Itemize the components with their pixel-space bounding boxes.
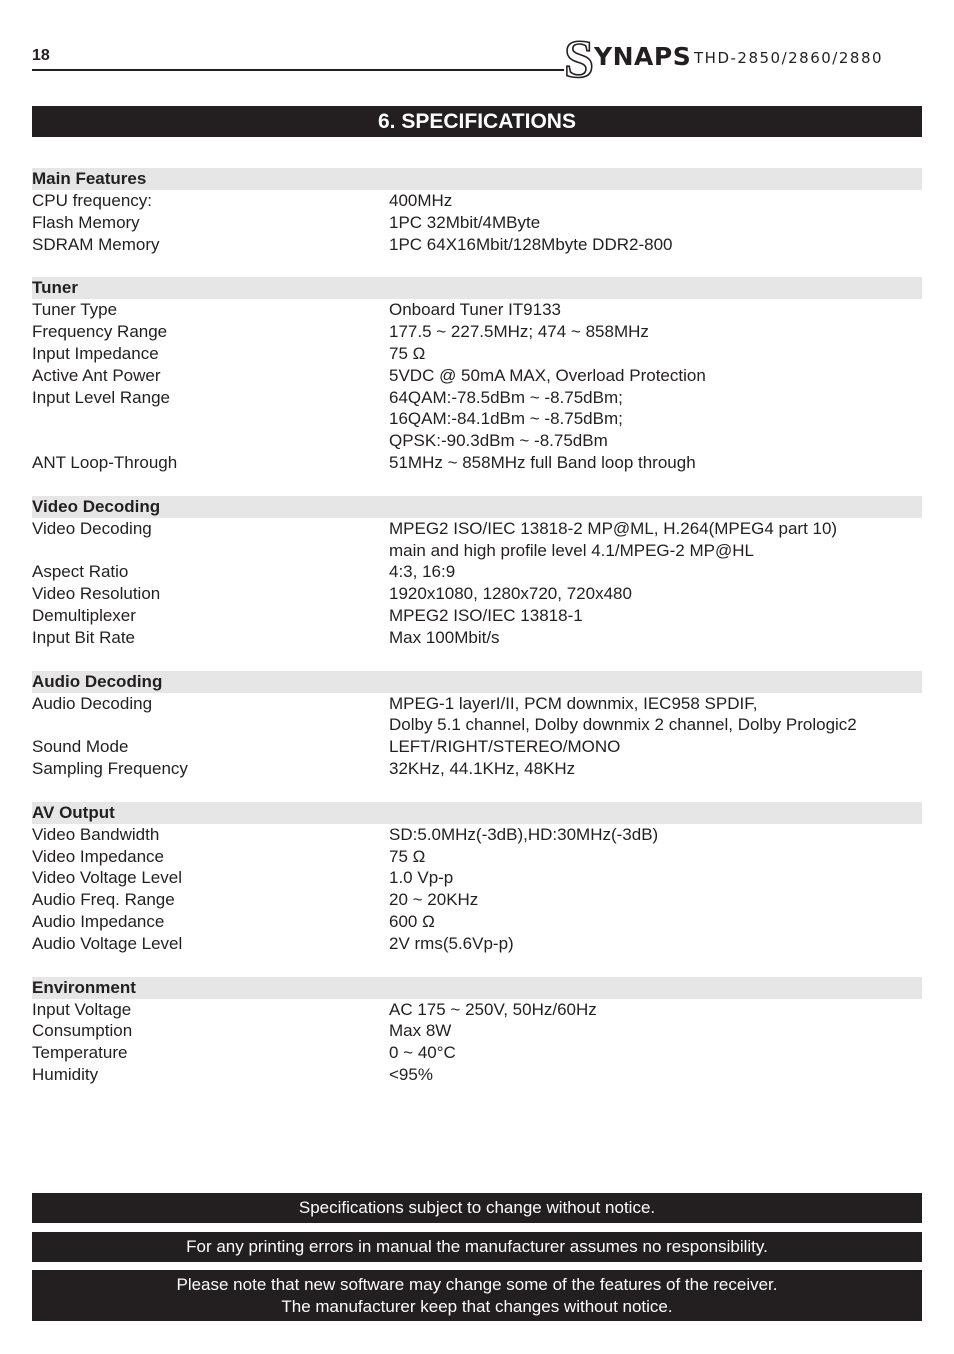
spec-row: [32, 299, 922, 321]
spec-label: Aspect Ratio: [32, 562, 129, 582]
notice-change: [32, 1193, 922, 1223]
spec-value: 4:3, 16:9: [389, 562, 456, 582]
spec-row: [32, 1042, 922, 1064]
spec-row: [32, 889, 922, 911]
notice-printing-errors-text: For any printing errors in manual the manufacturer assumes no responsibility.: [186, 1237, 768, 1256]
specifications-table: [32, 168, 922, 1108]
section-header: AV Output: [32, 802, 922, 824]
spec-row: [32, 824, 922, 846]
spec-row: [32, 758, 922, 780]
spec-row: [32, 561, 922, 583]
spec-value: SD:5.0MHz(-3dB),HD:30MHz(-3dB): [389, 824, 659, 844]
spec-row: [32, 693, 922, 737]
spec-section: [32, 671, 922, 780]
notice-software-line-1: Please note that new software may change some of the features of the receiver.: [176, 1275, 778, 1294]
notice-change-text: Specifications subject to change without notice.: [298, 1198, 656, 1217]
spec-label: CPU frequency:: [32, 191, 152, 210]
brand-logo-word: YNAPS: [594, 42, 692, 71]
spec-section: [32, 496, 922, 649]
spec-row: [32, 190, 922, 212]
spec-row: [32, 518, 922, 562]
spec-value: 0 ~ 40°C: [389, 1043, 456, 1063]
spec-row: [32, 627, 922, 649]
spec-value: 1920x1080, 1280x720, 720x480: [389, 584, 632, 604]
spec-row: [32, 911, 922, 933]
spec-row: [32, 583, 922, 605]
spec-label: Video Decoding: [32, 518, 152, 538]
spec-value: 51MHz ~ 858MHz full Band loop through: [389, 452, 696, 472]
brand-logo-initial: S: [564, 29, 595, 89]
spec-row: [32, 846, 922, 868]
spec-label: Audio Decoding: [32, 693, 153, 713]
spec-label: Sound Mode: [32, 737, 129, 757]
spec-value: MPEG2 ISO/IEC 13818-2 MP@ML, H.264(MPEG4 part 10) main and high profile level 4.1/MPEG-2 MP@HL: [389, 518, 838, 560]
spec-label: Audio Freq. Range: [32, 890, 175, 910]
spec-section: [32, 802, 922, 955]
spec-section: [32, 977, 922, 1086]
spec-label: Consumption: [32, 1021, 133, 1041]
spec-row: [32, 234, 922, 256]
section-header: Environment: [32, 977, 922, 999]
spec-value: MPEG-1 layerI/II, PCM downmix, IEC958 SPDIF, Dolby 5.1 channel, Dolby downmix 2 channel, Dolby Prologic2: [389, 693, 857, 735]
section-header: Tuner: [32, 277, 922, 299]
section-header: Main Features: [32, 168, 922, 190]
spec-value: 2V rms(5.6Vp-p): [389, 933, 514, 953]
spec-label: Video Bandwidth: [32, 824, 160, 844]
spec-value: 1PC 32Mbit/4MByte: [389, 212, 541, 232]
notice-printing-errors: [32, 1232, 922, 1262]
spec-value: 64QAM:-78.5dBm ~ -8.75dBm; 16QAM:-84.1dBm ~ -8.75dBm; QPSK:-90.3dBm ~ -8.75dBm: [389, 387, 623, 451]
spec-value: 1PC 64X16Mbit/128Mbyte DDR2-800: [389, 234, 673, 254]
spec-value: <95%: [389, 1064, 433, 1084]
spec-label: Video Voltage Level: [32, 868, 182, 888]
spec-row: [32, 212, 922, 234]
page-number: 18: [32, 47, 50, 64]
spec-label: Audio Voltage Level: [32, 933, 183, 953]
spec-row: [32, 387, 922, 452]
spec-label: Input Level Range: [32, 387, 170, 407]
spec-label: Input Impedance: [32, 343, 159, 363]
spec-label: Input Bit Rate: [32, 627, 136, 647]
spec-label: Flash Memory: [32, 212, 140, 232]
spec-row: [32, 933, 922, 955]
spec-row: [32, 1020, 922, 1042]
spec-row: [32, 605, 922, 627]
spec-value: MPEG2 ISO/IEC 13818-1: [389, 605, 583, 625]
spec-row: [32, 1064, 922, 1086]
spec-value: 75 Ω: [389, 846, 426, 866]
page-title: 6. SPECIFICATIONS: [32, 106, 922, 137]
notice-software-line-2: The manufacturer keep that changes without notice.: [281, 1297, 673, 1316]
spec-label: Input Voltage: [32, 999, 132, 1019]
spec-row: [32, 999, 922, 1021]
spec-value: AC 175 ~ 250V, 50Hz/60Hz: [389, 999, 597, 1019]
spec-value: 20 ~ 20KHz: [389, 890, 479, 910]
spec-row: [32, 867, 922, 889]
spec-row: [32, 452, 922, 474]
spec-label: Audio Impedance: [32, 911, 165, 931]
brand-logo: [564, 29, 924, 89]
spec-section: [32, 168, 922, 255]
spec-label: SDRAM Memory: [32, 234, 160, 254]
spec-label: Sampling Frequency: [32, 758, 188, 778]
spec-row: [32, 321, 922, 343]
spec-label: Video Resolution: [32, 584, 161, 604]
spec-value: 32KHz, 44.1KHz, 48KHz: [389, 758, 576, 778]
spec-row: [32, 736, 922, 758]
spec-value: LEFT/RIGHT/STEREO/MONO: [389, 737, 621, 757]
spec-row: [32, 343, 922, 365]
section-header: Audio Decoding: [32, 671, 922, 693]
spec-label: Temperature: [32, 1043, 128, 1063]
spec-row: [32, 365, 922, 387]
spec-value: 600 Ω: [389, 911, 435, 931]
section-header: Video Decoding: [32, 496, 922, 518]
spec-value: 5VDC @ 50mA MAX, Overload Protection: [389, 365, 706, 385]
spec-value: Max 100Mbit/s: [389, 627, 500, 647]
spec-label: Tuner Type: [32, 300, 118, 320]
model-number: THD-2850/2860/2880: [694, 49, 884, 67]
spec-label: Video Impedance: [32, 846, 165, 866]
spec-value: 1.0 Vp-p: [389, 868, 454, 888]
spec-value: Onboard Tuner IT9133: [389, 300, 562, 320]
spec-value: 177.5 ~ 227.5MHz; 474 ~ 858MHz: [389, 322, 649, 342]
spec-section: [32, 277, 922, 473]
spec-label: Humidity: [32, 1064, 99, 1084]
spec-label: Active Ant Power: [32, 365, 161, 385]
spec-label: ANT Loop-Through: [32, 452, 178, 472]
spec-value: Max 8W: [389, 1021, 452, 1041]
spec-value: 75 Ω: [389, 343, 426, 363]
spec-label: Demultiplexer: [32, 605, 136, 625]
spec-value: 400MHz: [389, 191, 453, 210]
header-rule: [32, 69, 564, 71]
spec-label: Frequency Range: [32, 322, 168, 342]
notice-software: [32, 1270, 922, 1321]
